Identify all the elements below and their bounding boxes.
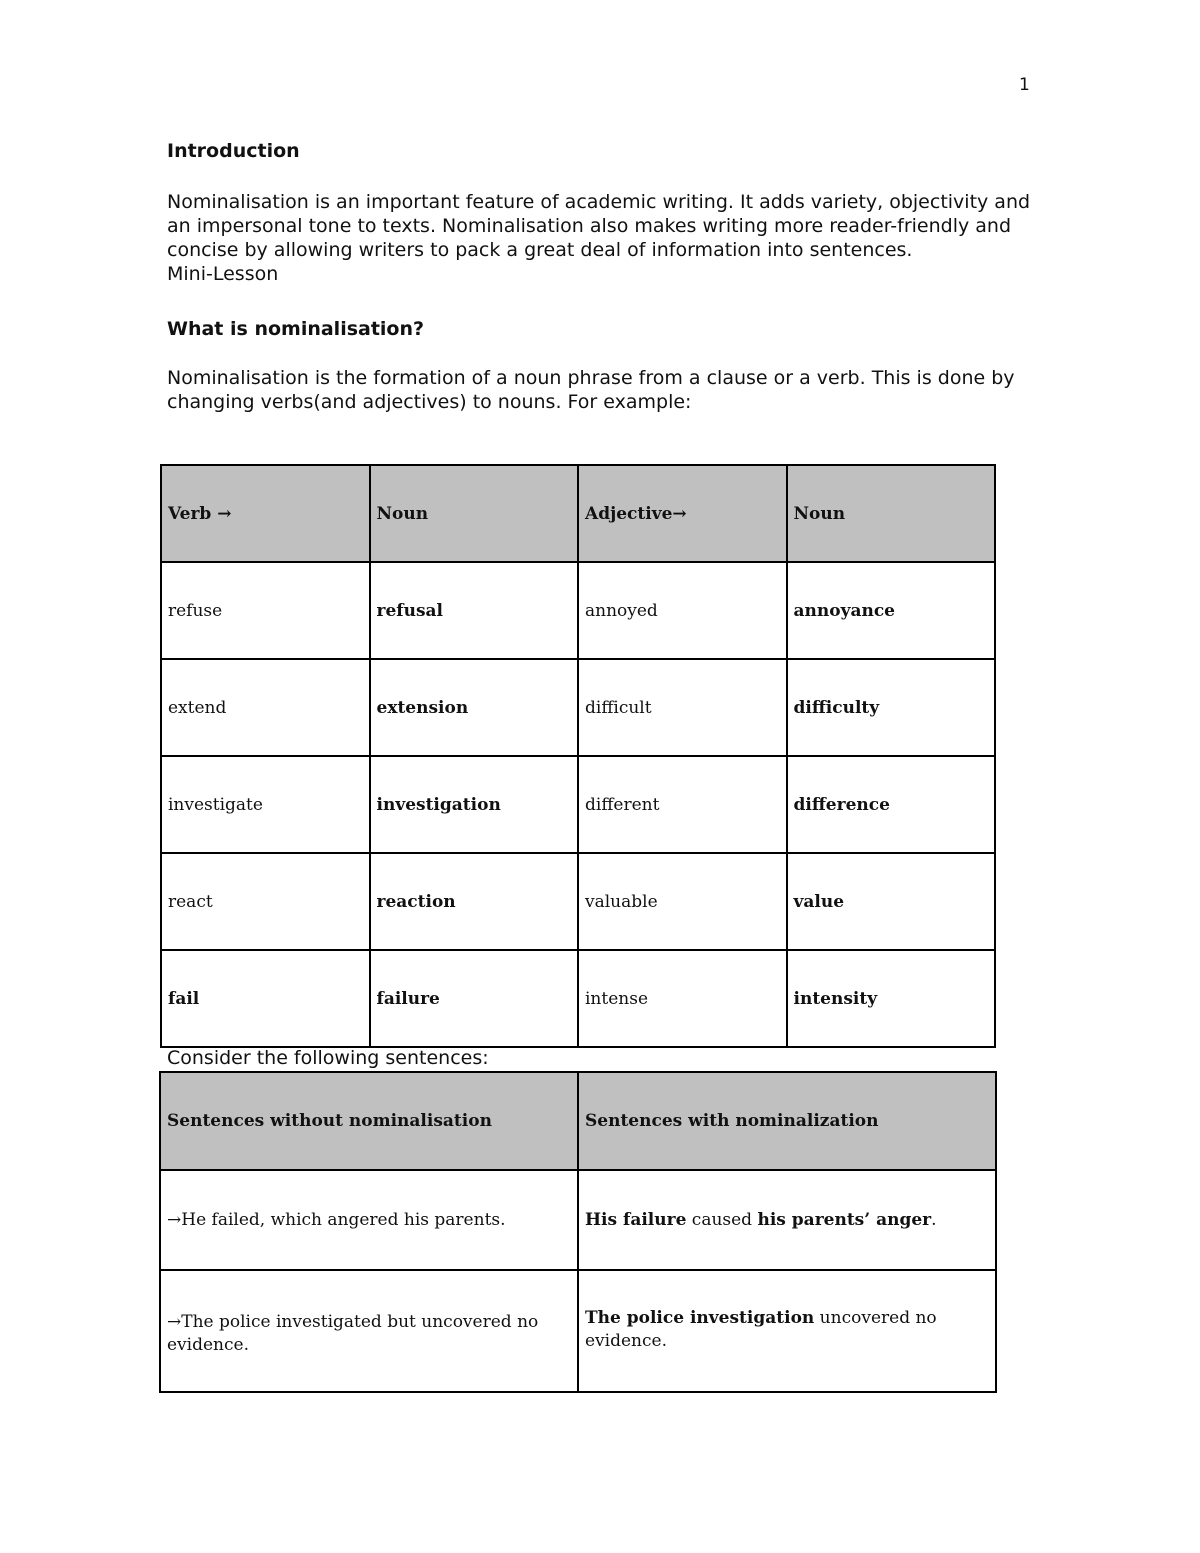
table-row <box>161 659 995 756</box>
adjective-cell: intense <box>578 950 787 1047</box>
sentence-text: caused <box>686 1209 758 1230</box>
header-verb: Verb → <box>161 465 370 562</box>
adjective-cell: difficult <box>578 659 787 756</box>
nominal-phrase: His failure <box>585 1209 687 1230</box>
table-header-row <box>161 465 995 562</box>
adjective-cell: different <box>578 756 787 853</box>
sentence-without-cell: →He failed, which angered his parents. <box>160 1170 578 1270</box>
header-noun: Noun <box>370 465 579 562</box>
sentence-with-cell <box>578 1270 996 1392</box>
sentence-text: uncovered no evidence. <box>585 1308 937 1351</box>
verb-cell: refuse <box>161 562 370 659</box>
document-body <box>167 138 1037 414</box>
sentence-comparison-table <box>159 1071 997 1393</box>
noun-cell: difference <box>787 756 996 853</box>
table-row <box>161 853 995 950</box>
word-forms-table <box>160 464 996 1048</box>
header-adjective: Adjective→ <box>578 465 787 562</box>
table-row <box>160 1170 996 1270</box>
noun-cell: annoyance <box>787 562 996 659</box>
what-is-nominalisation-heading: What is nominalisation? <box>167 318 425 340</box>
table-row <box>161 756 995 853</box>
header-with-nominalization: Sentences with nominalization <box>578 1072 996 1170</box>
table-header-row <box>160 1072 996 1170</box>
adjective-cell: annoyed <box>578 562 787 659</box>
noun-cell: failure <box>370 950 579 1047</box>
sentence-with-cell <box>578 1170 996 1270</box>
noun-cell: intensity <box>787 950 996 1047</box>
mini-lesson-label: Mini-Lesson <box>167 263 279 285</box>
adjective-cell: valuable <box>578 853 787 950</box>
introduction-paragraph: Nominalisation is an important feature of academic writing. It adds variety, objectivity and an impersonal tone to texts. Nominalisation also makes writing more reader-friendly and concise by allowing writers to pack a great deal of information into sentences. <box>167 191 1031 261</box>
header-noun-2: Noun <box>787 465 996 562</box>
sentence-without-cell: →The police investigated but uncovered no evidence. <box>160 1270 578 1392</box>
table-row <box>161 950 995 1047</box>
nominal-phrase: his parents’ anger <box>757 1209 932 1230</box>
verb-cell: extend <box>161 659 370 756</box>
noun-cell: investigation <box>370 756 579 853</box>
sentence-text: . <box>931 1209 937 1230</box>
consider-sentences-label: Consider the following sentences: <box>167 1047 489 1069</box>
table-row <box>161 562 995 659</box>
nominal-phrase: The police investigation <box>585 1308 815 1328</box>
introduction-heading: Introduction <box>167 140 300 162</box>
verb-cell: fail <box>161 950 370 1047</box>
noun-cell: difficulty <box>787 659 996 756</box>
verb-cell: investigate <box>161 756 370 853</box>
noun-cell: reaction <box>370 853 579 950</box>
definition-paragraph: Nominalisation is the formation of a noun phrase from a clause or a verb. This is done by changing verbs(and adjectives) to nouns. For example: <box>167 367 1015 413</box>
page-number: 1 <box>1019 75 1030 95</box>
noun-cell: value <box>787 853 996 950</box>
table-row <box>160 1270 996 1392</box>
verb-cell: react <box>161 853 370 950</box>
noun-cell: extension <box>370 659 579 756</box>
noun-cell: refusal <box>370 562 579 659</box>
header-without-nominalisation: Sentences without nominalisation <box>160 1072 578 1170</box>
